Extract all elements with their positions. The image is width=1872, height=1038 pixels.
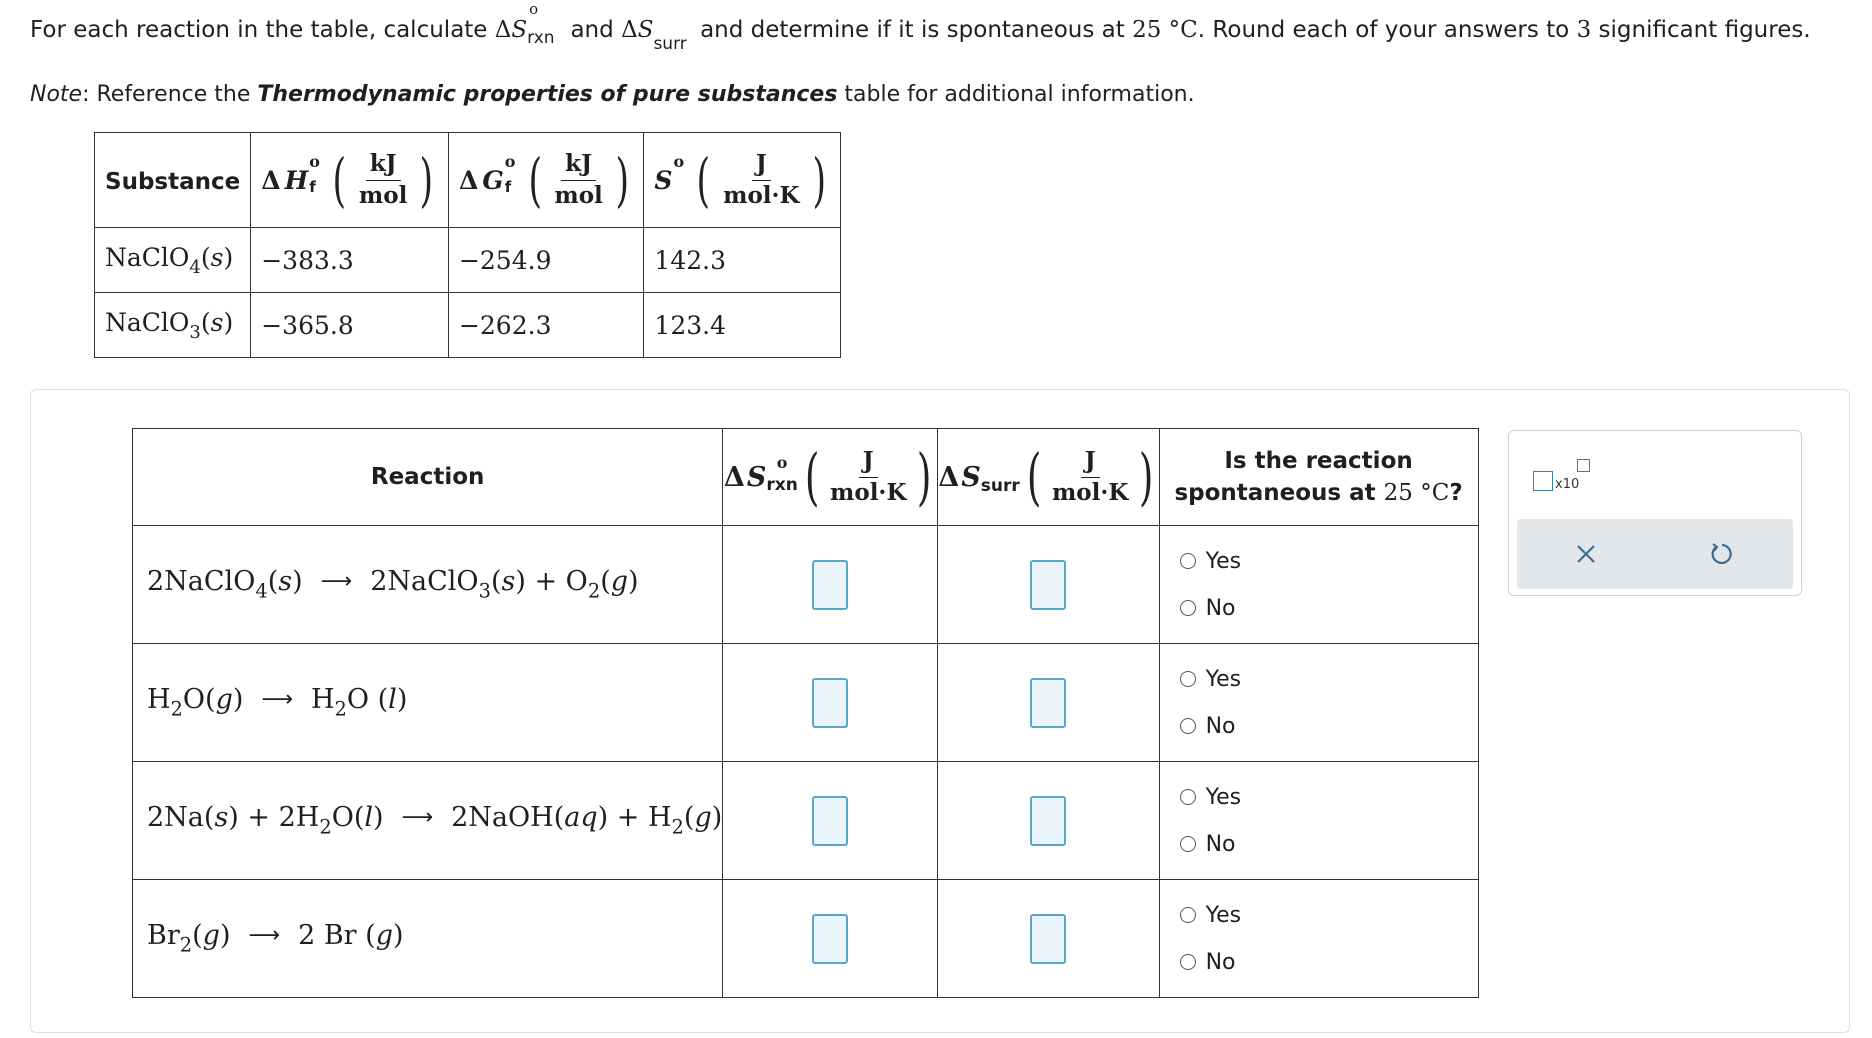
no-option[interactable]: No [1180, 832, 1478, 857]
delta-s-surr-input[interactable] [1030, 796, 1066, 846]
delta-s-surr-cell [938, 880, 1159, 998]
dhf-value: −365.8 [251, 293, 449, 358]
delta-s-rxn-symbol: ΔS o rxn [494, 0, 555, 48]
no-option[interactable]: No [1180, 950, 1478, 975]
spontaneous-cell [1159, 526, 1478, 644]
no-radio[interactable] [1180, 954, 1196, 970]
spontaneous-cell [1159, 880, 1478, 998]
delta-s-surr-cell [938, 526, 1159, 644]
delta-s-rxn-input[interactable] [812, 796, 848, 846]
s-value: 123.4 [644, 293, 841, 358]
reaction-equation: $Br_2(g)$ ⟶ 2 Br (g) [133, 880, 723, 998]
delta-s-surr-cell [938, 762, 1159, 880]
reaction-row-1 [133, 526, 1479, 644]
temperature: 25 °C [1132, 17, 1198, 43]
dgf-value: −254.9 [448, 228, 643, 293]
header-delta-s-surr: Δ S surr ( $\frac{J}{\text{mol·K}}$ ) [938, 429, 1159, 526]
table-row [95, 228, 841, 293]
yes-option[interactable]: Yes [1180, 667, 1478, 692]
close-icon [1575, 543, 1597, 565]
reaction-row-2 [133, 644, 1479, 762]
no-radio[interactable] [1180, 718, 1196, 734]
note: Note: Reference the Thermodynamic properties of pure substances table for additional information. [30, 82, 1195, 107]
delta-s-rxn-input[interactable] [812, 560, 848, 610]
substance-cell: NaClO$_3$(s) [95, 293, 251, 358]
header-delta-s-rxn: Δ S o rxn ( $\frac{J}{\text{mol·K}}$ ) [723, 429, 938, 526]
reference-table-name: Thermodynamic properties of pure substances [257, 82, 838, 107]
undo-button[interactable] [1703, 535, 1741, 573]
delta-s-rxn-cell [723, 526, 938, 644]
yes-radio[interactable] [1180, 671, 1196, 687]
yes-option[interactable]: Yes [1180, 903, 1478, 928]
instructions: For each reaction in the table, calculate ΔS o rxn and ΔSsurr and determine if it is spontaneous at 25 °C. Round each of your answers to 3 significant figures. [30, 0, 1811, 54]
s-value: 142.3 [644, 228, 841, 293]
delta-s-rxn-input[interactable] [812, 914, 848, 964]
clear-button[interactable] [1567, 535, 1605, 573]
yes-option[interactable]: Yes [1180, 785, 1478, 810]
scientific-notation-button[interactable]: x10 [1533, 457, 1589, 497]
undo-icon [1709, 541, 1735, 567]
spontaneous-cell [1159, 762, 1478, 880]
yes-radio[interactable] [1180, 907, 1196, 923]
dhf-value: −383.3 [251, 228, 449, 293]
header-s: S o ( $\frac{J}{\text{mol·K}}$ ) [644, 133, 841, 228]
no-option[interactable]: No [1180, 714, 1478, 739]
delta-s-rxn-cell [723, 880, 938, 998]
reaction-row-3 [133, 762, 1479, 880]
delta-s-surr-input[interactable] [1030, 914, 1066, 964]
no-radio[interactable] [1180, 600, 1196, 616]
delta-s-surr-symbol: ΔSsurr [621, 17, 687, 54]
substance-cell: NaClO$_4$(s) [95, 228, 251, 293]
dgf-value: −262.3 [448, 293, 643, 358]
spontaneous-cell [1159, 644, 1478, 762]
reaction-equation: $H_2O(g)$ ⟶ $H_2O$ (l) [133, 644, 723, 762]
thermo-properties-table [94, 132, 841, 358]
delta-s-surr-cell [938, 644, 1159, 762]
reaction-equation: 2NaClO$_4$(s) ⟶ 2NaClO$_3$(s) + $O_2(g)$ [133, 526, 723, 644]
delta-s-rxn-cell [723, 644, 938, 762]
header-dgf: Δ G o f ( $\frac{kJ}{\text{mol}}$ ) [448, 133, 643, 228]
exponent-box-icon [1577, 459, 1590, 472]
delta-s-surr-input[interactable] [1030, 678, 1066, 728]
yes-radio[interactable] [1180, 553, 1196, 569]
math-tool-palette [1508, 430, 1802, 596]
delta-s-surr-input[interactable] [1030, 560, 1066, 610]
reaction-equation: $2Na(s) + 2H_2O(l)$ ⟶ 2NaOH(aq) + $H_2(g)$ [133, 762, 723, 880]
no-radio[interactable] [1180, 836, 1196, 852]
delta-s-rxn-cell [723, 762, 938, 880]
action-toolbar [1517, 519, 1793, 589]
header-spontaneous: Is the reaction spontaneous at 25 °C? [1159, 429, 1478, 526]
sig-figs: 3 [1576, 17, 1592, 43]
no-option[interactable]: No [1180, 596, 1478, 621]
header-reaction: Reaction [133, 429, 723, 526]
header-substance: Substance [95, 133, 251, 228]
table-row [95, 293, 841, 358]
mantissa-box-icon [1533, 471, 1553, 491]
yes-option[interactable]: Yes [1180, 549, 1478, 574]
reaction-row-4 [133, 880, 1479, 998]
header-dhf: Δ H o f ( $\frac{kJ}{\text{mol}}$ ) [251, 133, 449, 228]
reaction-table [132, 428, 1479, 998]
yes-radio[interactable] [1180, 789, 1196, 805]
delta-s-rxn-input[interactable] [812, 678, 848, 728]
